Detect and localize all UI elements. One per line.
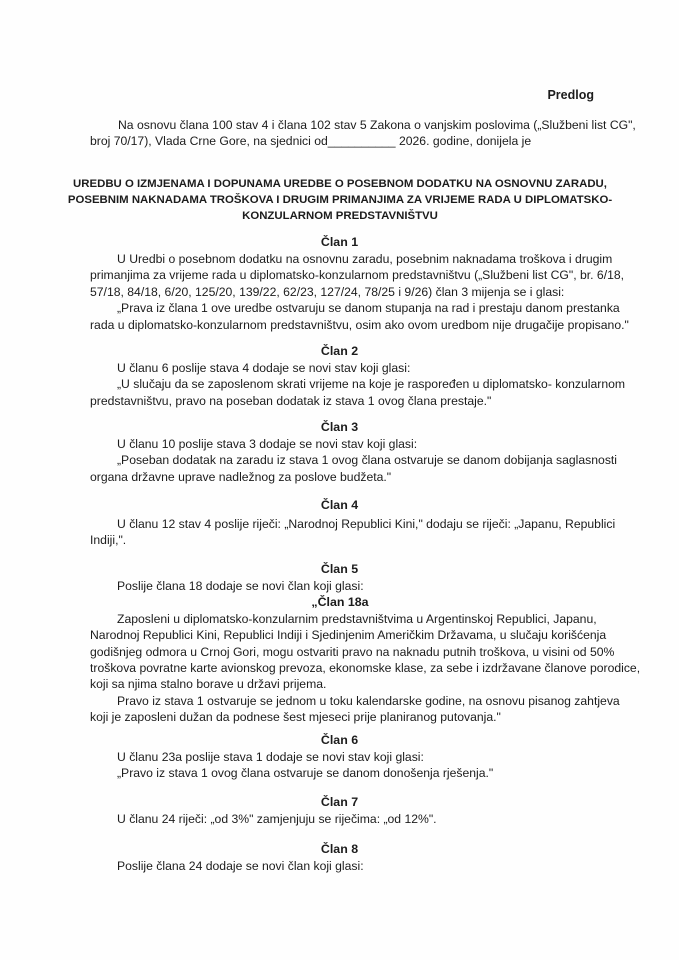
article-4-heading: Član 4 <box>320 498 359 512</box>
article-1-heading: Član 1 <box>320 235 359 249</box>
article-5-line: Zaposleni u diplomatsko-konzularnim predstavništvima u Argentinskoj Republici, Japanu, <box>117 611 597 626</box>
article-2-line: „U slučaju da se zaposlenom skrati vrijeme na koje je raspoređen u diplomatsko- konzularnom <box>117 377 626 392</box>
article-1-line: rada u diplomatsko-konzularnom predstavništvu, osim ako ovom uredbom nije drugačije propisano." <box>90 317 629 332</box>
article-2-line: predstavništvu, pravo na poseban dodatak iz stava 1 ovog člana prestaje." <box>90 393 492 408</box>
draft-label: Predlog <box>547 88 594 102</box>
document-title <box>60 176 620 224</box>
article-1-line: U Uredbi o posebnom dodatku na osnovnu zaradu, posebnim naknadama troškova i drugim <box>117 252 613 266</box>
article-1-line: „Prava iz člana 1 ove uredbe ostvaruju se danom stupanja na rad i prestaju danom prestanka <box>117 301 620 316</box>
preamble <box>90 117 636 150</box>
article-5-body <box>90 578 641 726</box>
article-5-line: Poslije člana 18 dodaje se novi član koji glasi: <box>117 579 364 593</box>
article-5-line: godišnjeg odmora u Crnoj Gori, mogu ostvariti pravo na naknadu putnih troškova, u visini od 50% <box>90 644 615 659</box>
article-3-line: U članu 10 poslije stava 3 dodaje se novi stav koji glasi: <box>117 437 418 451</box>
article-6-body <box>90 749 590 782</box>
article-4-line: U članu 12 stav 4 poslije riječi: „Narodnoj Republici Kini," dodaju se riječi: „Japanu, Republici <box>117 517 616 531</box>
article-4-line: Indiji,". <box>90 533 127 548</box>
article-5-line: Pravo iz stava 1 ostvaruje se jednom u toku kalendarske godine, na osnovu pisanog zahtjeva <box>117 693 620 708</box>
article-5-line: troškova povratne karte avionskog prevoza, ekonomske klase, za sebe i izdržavane članove porodice, <box>90 661 641 676</box>
article-8-heading: Član 8 <box>320 842 359 856</box>
article-2-heading: Član 2 <box>320 344 359 358</box>
article-3-heading: Član 3 <box>320 420 359 434</box>
title-line-2: POSEBNIM NAKNADAMA TROŠKOVA I DRUGIM PRIMANJIMA ZA VRIJEME RADA U DIPLOMATSKO- <box>67 194 613 206</box>
preamble-line-2: broj 70/17), Vlada Crne Gore, na sjednici od__________ 2026. godine, donijela je <box>90 134 532 149</box>
article-8-line: Poslije člana 24 dodaje se novi član koji glasi: <box>117 859 364 873</box>
article-5-line: koji sa njima stalno borave u državi prijema. <box>90 677 327 692</box>
article-3-line: „Poseban dodatak na zaradu iz stava 1 ovog člana ostvaruje se danom dobijanja saglasnosti <box>117 453 618 468</box>
title-line-3: KONZULARNOM PREDSTAVNIŠTVU <box>242 210 438 222</box>
preamble-line-1: Na osnovu člana 100 stav 4 i člana 102 stav 5 Zakona o vanjskim poslovima („Službeni list CG", <box>118 118 636 132</box>
article-1-body <box>90 251 629 333</box>
article-3-line: organa državne uprave nadležnog za poslove budžeta." <box>90 469 392 484</box>
article-5-line: Narodnoj Republici Kini, Republici Indiji i Sjedinjenim Američkim Državama, u slučaju korišćenja <box>90 628 607 643</box>
article-6-heading: Član 6 <box>320 733 359 747</box>
article-3-body <box>90 436 618 485</box>
article-7-line: U članu 24 riječi: „od 3%" zamjenjuju se riječima: „od 12%". <box>117 812 437 826</box>
article-7-heading: Član 7 <box>320 795 359 809</box>
article-5-inserted-heading: „Član 18a <box>311 595 369 610</box>
article-6-line: U članu 23a poslije stava 1 dodaje se novi stav koji glasi: <box>117 750 424 764</box>
article-2-line: U članu 6 poslije stava 4 dodaje se novi stav koji glasi: <box>117 361 411 375</box>
article-5-line: koji je zaposleni dužan da podnese šest mjeseci prije planiranog putovanja." <box>90 710 501 725</box>
article-8-body <box>90 858 590 874</box>
article-5-heading: Član 5 <box>320 562 359 576</box>
article-6-line: „Pravo iz stava 1 ovog člana ostvaruje se danom donošenja rješenja." <box>117 766 494 781</box>
article-2-body <box>90 360 626 409</box>
title-line-1: UREDBU O IZMJENAMA I DOPUNAMA UREDBE O POSEBNOM DODATKU NA OSNOVNU ZARADU, <box>73 178 607 190</box>
article-4-body <box>90 516 616 549</box>
article-1-line: primanjima za vrijeme rada u diplomatsko-konzularnom predstavništvu („Službeni list CG", br. 6/18, <box>90 268 625 283</box>
article-1-line: 57/18, 84/18, 6/20, 125/20, 139/22, 62/23, 127/24, 78/25 i 9/26) član 3 mijenja se i glasi: <box>90 284 565 299</box>
article-7-body <box>90 811 590 827</box>
